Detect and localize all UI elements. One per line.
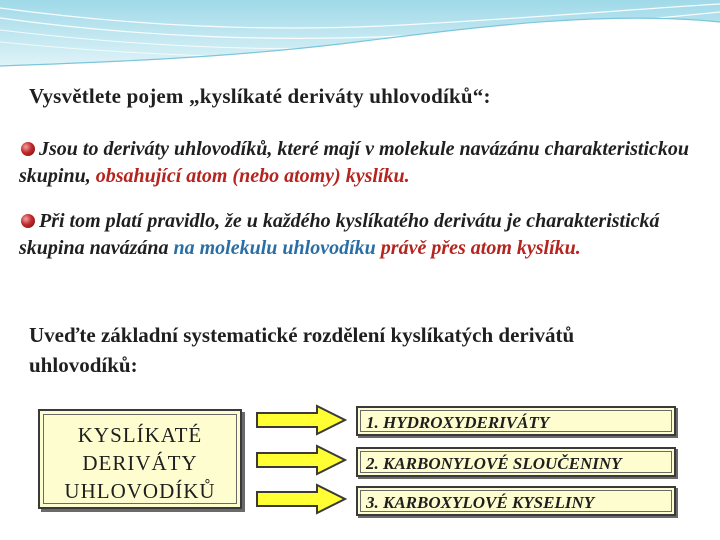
- right-arrow-icon: [255, 483, 347, 515]
- right-arrow-icon: [255, 404, 347, 436]
- rule-highlight-red: právě přes atom kyslíku.: [375, 237, 581, 259]
- source-line: UHLOVODÍKŮ: [64, 479, 216, 503]
- right-arrow-icon: [255, 444, 347, 476]
- page-title: Vysvětlete pojem „kyslíkaté deriváty uhlovodíků“:: [29, 84, 491, 108]
- decorative-banner: [0, 0, 720, 70]
- red-sphere-bullet-icon: [21, 214, 35, 228]
- rule-paragraph: [19, 208, 709, 262]
- source-line: KYSLÍKATÉ: [77, 423, 203, 447]
- source-box: [38, 409, 242, 509]
- rule-text: Při tom platí pravidlo, že u každého kyslíkatého derivátu je charakteristická skupina navázána: [19, 210, 660, 259]
- section-heading: Uveďte základní systematické rozdělení kyslíkatých derivátů uhlovodíků:: [29, 323, 575, 377]
- category-item: 3. KARBOXYLOVÉ KYSELINY: [356, 486, 676, 516]
- red-sphere-bullet-icon: [21, 142, 35, 156]
- definition-text: Jsou to deriváty uhlovodíků, které mají v molekule navázánu charakteristickou skupinu,: [19, 138, 690, 187]
- category-item: 2. KARBONYLOVÉ SLOUČENINY: [356, 447, 676, 477]
- definition-paragraph: [19, 136, 709, 190]
- definition-highlight: obsahující atom (nebo atomy) kyslíku.: [95, 165, 410, 187]
- rule-highlight-blue: na molekulu uhlovodíku: [173, 237, 376, 259]
- source-line: DERIVÁTY: [82, 451, 198, 475]
- category-item: 1. HYDROXYDERIVÁTY: [356, 406, 676, 436]
